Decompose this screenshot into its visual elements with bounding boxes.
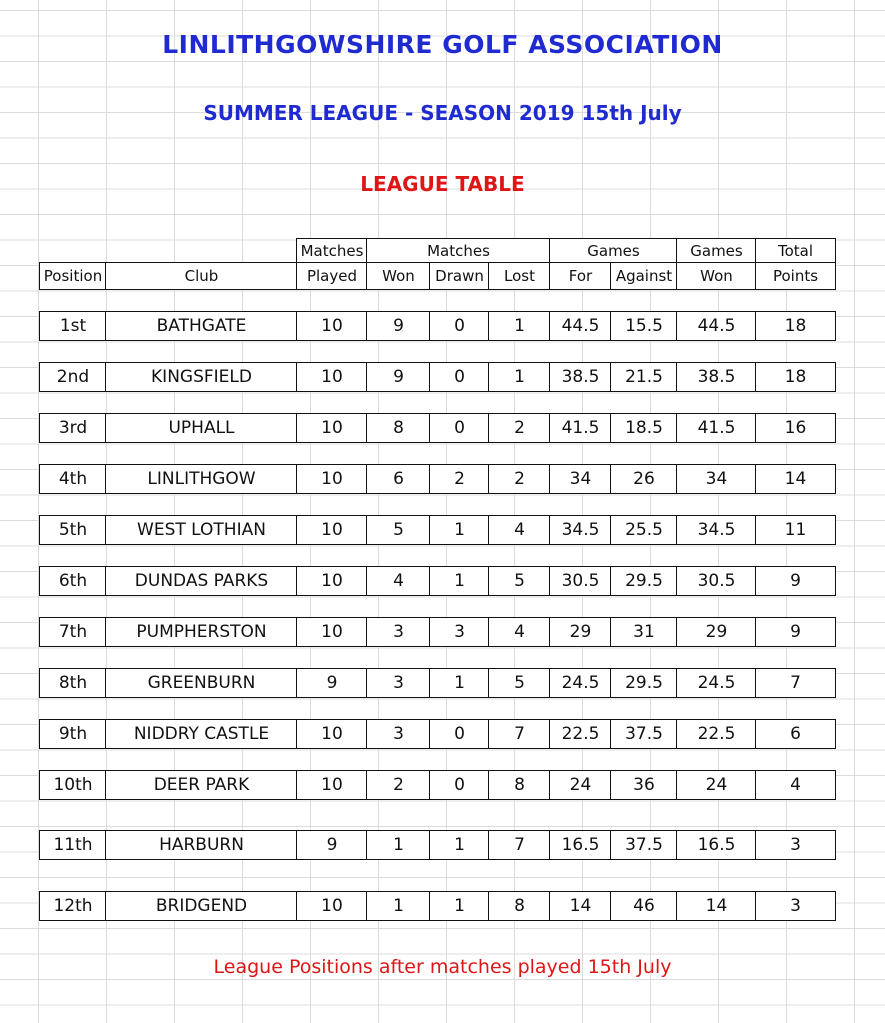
played-cell: 10 bbox=[296, 311, 368, 341]
club-cell: PUMPHERSTON bbox=[105, 617, 298, 647]
drawn-cell: 0 bbox=[429, 311, 490, 341]
points-cell: 4 bbox=[755, 770, 836, 800]
header-matches-played-bottom: Played bbox=[296, 262, 368, 290]
club-cell: DUNDAS PARKS bbox=[105, 566, 298, 596]
drawn-cell: 1 bbox=[429, 891, 490, 921]
club-cell: KINGSFIELD bbox=[105, 362, 298, 392]
drawn-cell: 2 bbox=[429, 464, 490, 494]
table-row bbox=[0, 515, 885, 545]
games-for-cell: 24.5 bbox=[549, 668, 612, 698]
position-cell: 10th bbox=[39, 770, 107, 800]
club-cell: BATHGATE bbox=[105, 311, 298, 341]
points-cell: 9 bbox=[755, 617, 836, 647]
club-cell: NIDDRY CASTLE bbox=[105, 719, 298, 749]
header-for: For bbox=[549, 262, 612, 290]
won-cell: 8 bbox=[366, 413, 431, 443]
games-won-cell: 34 bbox=[676, 464, 757, 494]
games-for-cell: 24 bbox=[549, 770, 612, 800]
games-won-cell: 22.5 bbox=[676, 719, 757, 749]
won-cell: 3 bbox=[366, 719, 431, 749]
lost-cell: 5 bbox=[488, 566, 551, 596]
drawn-cell: 1 bbox=[429, 830, 490, 860]
won-cell: 4 bbox=[366, 566, 431, 596]
games-won-cell: 14 bbox=[676, 891, 757, 921]
position-cell: 1st bbox=[39, 311, 107, 341]
lost-cell: 8 bbox=[488, 891, 551, 921]
games-for-cell: 16.5 bbox=[549, 830, 612, 860]
header-drawn: Drawn bbox=[429, 262, 490, 290]
drawn-cell: 0 bbox=[429, 719, 490, 749]
games-against-cell: 37.5 bbox=[610, 719, 678, 749]
games-against-cell: 46 bbox=[610, 891, 678, 921]
lost-cell: 8 bbox=[488, 770, 551, 800]
table-row bbox=[0, 413, 885, 443]
points-cell: 3 bbox=[755, 891, 836, 921]
played-cell: 10 bbox=[296, 515, 368, 545]
position-cell: 2nd bbox=[39, 362, 107, 392]
won-cell: 1 bbox=[366, 830, 431, 860]
played-cell: 9 bbox=[296, 668, 368, 698]
table-row bbox=[0, 362, 885, 392]
header-games-won-top: Games bbox=[676, 238, 757, 264]
lost-cell: 2 bbox=[488, 413, 551, 443]
lost-cell: 4 bbox=[488, 617, 551, 647]
games-for-cell: 29 bbox=[549, 617, 612, 647]
games-for-cell: 34.5 bbox=[549, 515, 612, 545]
games-against-cell: 31 bbox=[610, 617, 678, 647]
club-cell: GREENBURN bbox=[105, 668, 298, 698]
played-cell: 10 bbox=[296, 891, 368, 921]
played-cell: 10 bbox=[296, 617, 368, 647]
games-for-cell: 30.5 bbox=[549, 566, 612, 596]
games-won-cell: 41.5 bbox=[676, 413, 757, 443]
drawn-cell: 3 bbox=[429, 617, 490, 647]
games-won-cell: 38.5 bbox=[676, 362, 757, 392]
club-cell: LINLITHGOW bbox=[105, 464, 298, 494]
header-total-points-top: Total bbox=[755, 238, 836, 264]
club-cell: UPHALL bbox=[105, 413, 298, 443]
played-cell: 10 bbox=[296, 413, 368, 443]
position-cell: 8th bbox=[39, 668, 107, 698]
games-against-cell: 36 bbox=[610, 770, 678, 800]
games-against-cell: 18.5 bbox=[610, 413, 678, 443]
points-cell: 18 bbox=[755, 362, 836, 392]
header-against: Against bbox=[610, 262, 678, 290]
position-cell: 7th bbox=[39, 617, 107, 647]
header-games-group: Games bbox=[549, 238, 678, 264]
club-cell: WEST LOTHIAN bbox=[105, 515, 298, 545]
games-against-cell: 21.5 bbox=[610, 362, 678, 392]
won-cell: 9 bbox=[366, 362, 431, 392]
games-against-cell: 26 bbox=[610, 464, 678, 494]
position-cell: 9th bbox=[39, 719, 107, 749]
club-cell: HARBURN bbox=[105, 830, 298, 860]
position-cell: 6th bbox=[39, 566, 107, 596]
points-cell: 11 bbox=[755, 515, 836, 545]
won-cell: 9 bbox=[366, 311, 431, 341]
played-cell: 9 bbox=[296, 830, 368, 860]
games-against-cell: 37.5 bbox=[610, 830, 678, 860]
points-cell: 3 bbox=[755, 830, 836, 860]
games-won-cell: 30.5 bbox=[676, 566, 757, 596]
drawn-cell: 0 bbox=[429, 362, 490, 392]
points-cell: 7 bbox=[755, 668, 836, 698]
games-for-cell: 38.5 bbox=[549, 362, 612, 392]
played-cell: 10 bbox=[296, 566, 368, 596]
drawn-cell: 1 bbox=[429, 566, 490, 596]
position-cell: 11th bbox=[39, 830, 107, 860]
header-lost: Lost bbox=[488, 262, 551, 290]
won-cell: 5 bbox=[366, 515, 431, 545]
header-matches-group: Matches bbox=[366, 238, 551, 264]
points-cell: 9 bbox=[755, 566, 836, 596]
games-against-cell: 25.5 bbox=[610, 515, 678, 545]
lost-cell: 1 bbox=[488, 311, 551, 341]
games-for-cell: 34 bbox=[549, 464, 612, 494]
points-cell: 6 bbox=[755, 719, 836, 749]
table-row bbox=[0, 770, 885, 800]
games-against-cell: 29.5 bbox=[610, 566, 678, 596]
drawn-cell: 0 bbox=[429, 413, 490, 443]
won-cell: 6 bbox=[366, 464, 431, 494]
played-cell: 10 bbox=[296, 362, 368, 392]
lost-cell: 1 bbox=[488, 362, 551, 392]
points-cell: 18 bbox=[755, 311, 836, 341]
league-table-heading: LEAGUE TABLE bbox=[360, 172, 525, 196]
club-cell: DEER PARK bbox=[105, 770, 298, 800]
won-cell: 1 bbox=[366, 891, 431, 921]
lost-cell: 7 bbox=[488, 719, 551, 749]
played-cell: 10 bbox=[296, 719, 368, 749]
table-row bbox=[0, 719, 885, 749]
won-cell: 3 bbox=[366, 668, 431, 698]
table-row bbox=[0, 464, 885, 494]
position-cell: 5th bbox=[39, 515, 107, 545]
games-won-cell: 16.5 bbox=[676, 830, 757, 860]
header-matches-played-top: Matches bbox=[296, 238, 368, 264]
club-cell: BRIDGEND bbox=[105, 891, 298, 921]
games-against-cell: 29.5 bbox=[610, 668, 678, 698]
games-against-cell: 15.5 bbox=[610, 311, 678, 341]
lost-cell: 5 bbox=[488, 668, 551, 698]
played-cell: 10 bbox=[296, 464, 368, 494]
position-cell: 12th bbox=[39, 891, 107, 921]
header-won: Won bbox=[366, 262, 431, 290]
drawn-cell: 1 bbox=[429, 515, 490, 545]
table-row bbox=[0, 891, 885, 921]
lost-cell: 2 bbox=[488, 464, 551, 494]
table-row bbox=[0, 617, 885, 647]
league-subtitle: SUMMER LEAGUE - SEASON 2019 15th July bbox=[203, 101, 682, 125]
header-position: Position bbox=[39, 262, 107, 290]
played-cell: 10 bbox=[296, 770, 368, 800]
table-row bbox=[0, 566, 885, 596]
games-for-cell: 41.5 bbox=[549, 413, 612, 443]
position-cell: 4th bbox=[39, 464, 107, 494]
games-won-cell: 24 bbox=[676, 770, 757, 800]
position-cell: 3rd bbox=[39, 413, 107, 443]
lost-cell: 7 bbox=[488, 830, 551, 860]
header-club: Club bbox=[105, 262, 298, 290]
games-won-cell: 34.5 bbox=[676, 515, 757, 545]
games-won-cell: 44.5 bbox=[676, 311, 757, 341]
points-cell: 16 bbox=[755, 413, 836, 443]
footer-note: League Positions after matches played 15th July bbox=[213, 956, 672, 978]
won-cell: 2 bbox=[366, 770, 431, 800]
lost-cell: 4 bbox=[488, 515, 551, 545]
games-won-cell: 24.5 bbox=[676, 668, 757, 698]
table-row bbox=[0, 830, 885, 860]
games-won-cell: 29 bbox=[676, 617, 757, 647]
games-for-cell: 44.5 bbox=[549, 311, 612, 341]
header-total-points-bottom: Points bbox=[755, 262, 836, 290]
association-title: LINLITHGOWSHIRE GOLF ASSOCIATION bbox=[162, 30, 723, 59]
header-games-won-bottom: Won bbox=[676, 262, 757, 290]
table-row bbox=[0, 668, 885, 698]
table-row bbox=[0, 311, 885, 341]
games-for-cell: 22.5 bbox=[549, 719, 612, 749]
drawn-cell: 1 bbox=[429, 668, 490, 698]
points-cell: 14 bbox=[755, 464, 836, 494]
drawn-cell: 0 bbox=[429, 770, 490, 800]
games-for-cell: 14 bbox=[549, 891, 612, 921]
won-cell: 3 bbox=[366, 617, 431, 647]
